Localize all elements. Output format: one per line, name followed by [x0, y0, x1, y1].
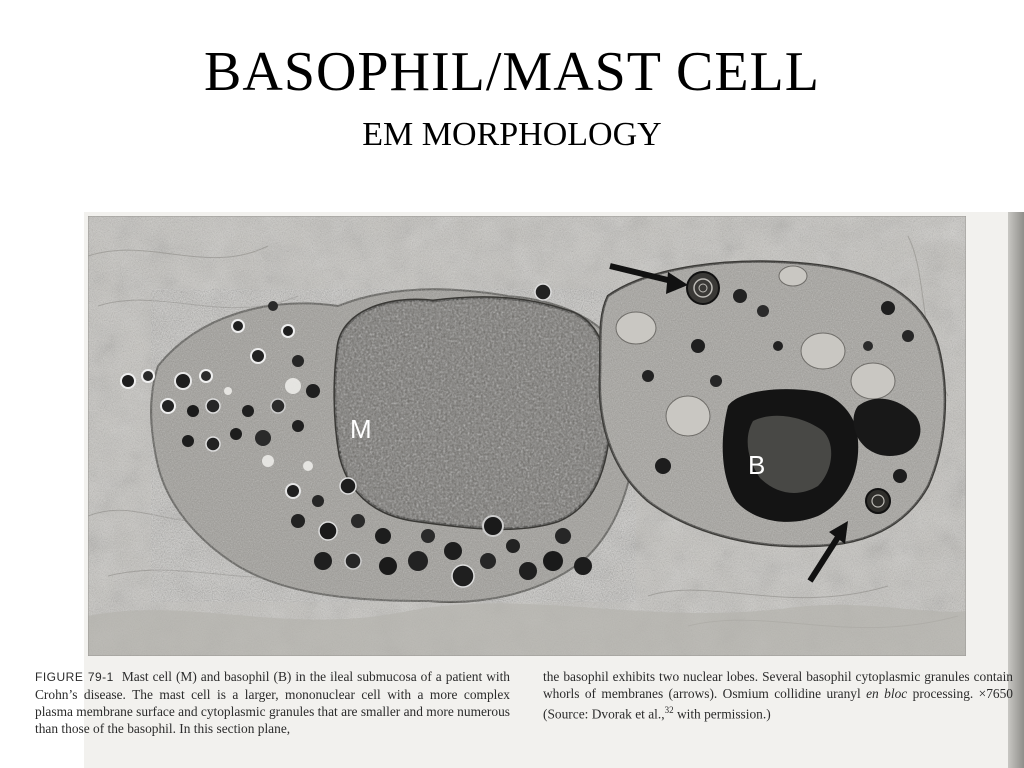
basophil-label: B — [748, 450, 766, 480]
caption-right-text-1: the basophil exhibits two nuclear lobes. Several basophil cytoplasmic granules contain whorls of membranes (arrows). Osmium collidine uranyl — [543, 669, 1013, 701]
mast-cell-label: M — [350, 414, 372, 444]
slide-subtitle: EM MORPHOLOGY — [362, 116, 662, 153]
caption-right-text-3: with permission.) — [673, 706, 771, 722]
caption-italic-term: en bloc — [866, 686, 908, 701]
slide-title: BASOPHIL/MAST CELL — [204, 41, 820, 103]
figure-number: FIGURE 79-1 — [35, 670, 114, 684]
electron-micrograph — [88, 216, 966, 656]
caption-right-text-2: processing. ×7650 (Source: Dvorak et al., — [543, 686, 1013, 722]
caption-left-text: Mast cell (M) and basophil (B) in the ileal submucosa of a patient with Crohn’s disease. The mast cell is a larger, mononuclear cell with a more complex plasma membrane surface and cytoplasmic granules that are smaller and more numerous than those of the basophil. In this section plane, — [35, 669, 510, 736]
figure-caption-right — [543, 668, 1013, 722]
caption-superscript: 32 — [664, 705, 674, 715]
figure-caption-left — [35, 668, 510, 737]
